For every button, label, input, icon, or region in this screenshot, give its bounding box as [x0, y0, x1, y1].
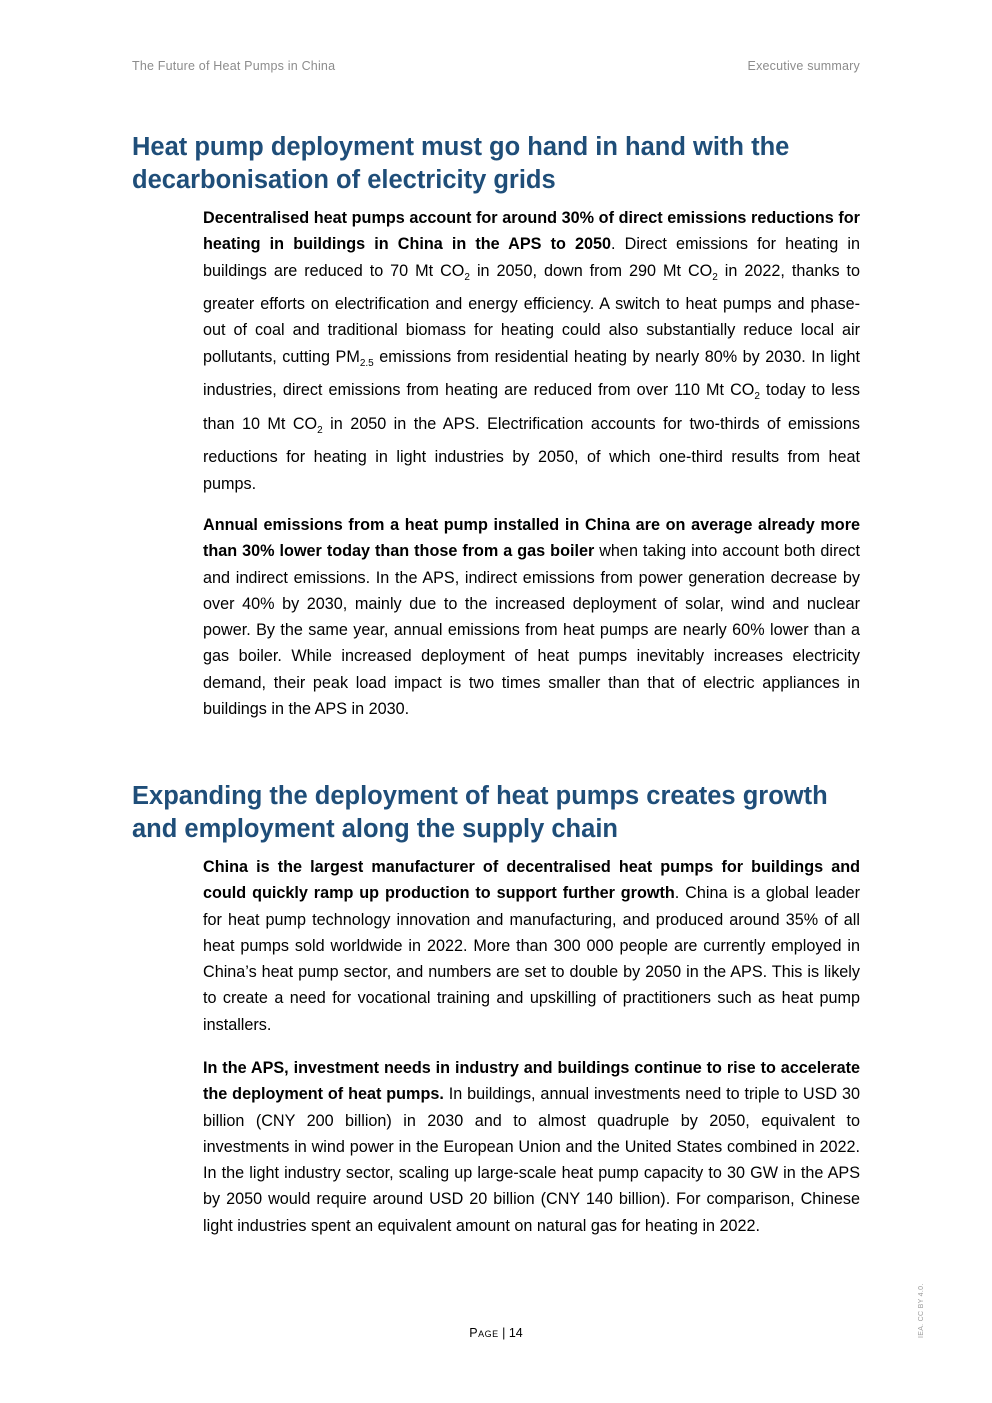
paragraph-lead: Decentralised heat pumps account for around 30% of direct emissions reductions for heating in buildings in China in the APS to 2050 [203, 209, 860, 254]
section-heading: Expanding the deployment of heat pumps creates growth and employment along the supply chain [132, 782, 828, 843]
subscript: 2 [754, 391, 760, 403]
subscript: 2 [464, 271, 470, 283]
paragraph-text: today to less than 10 Mt CO [203, 381, 861, 433]
subscript: 2 [317, 425, 323, 437]
page-separator: | [498, 1326, 509, 1340]
subscript: 2 [712, 271, 718, 283]
paragraph [203, 854, 860, 1038]
section-heading: Heat pump deployment must go hand in hand with the decarbonisation of electricity grids [132, 133, 790, 194]
paragraph [203, 1055, 860, 1239]
license-notice: IEA. CC BY 4.0. [918, 1283, 925, 1338]
running-header-title: The Future of Heat Pumps in China [132, 59, 336, 73]
paragraph-text: in 2050, down from 290 Mt CO [469, 261, 713, 280]
paragraph-lead: In the APS, investment needs in industry and buildings continue to rise to accelerate the deployment of heat pumps. [203, 1059, 860, 1104]
paragraph [203, 512, 860, 722]
paragraph-lead: Annual emissions from a heat pump installed in China are on average already more than 30% lower today than those from a gas boiler [203, 516, 860, 561]
page-footer [0, 1326, 992, 1340]
subscript: 2.5 [359, 357, 374, 369]
paragraph-text: In buildings, annual investments need to triple to USD 30 billion (CNY 200 billion) in 2030 and to almost quadruple by 2050, equivalent to investments in wind power in the European Union and the United States combined in 2022. In the light industry sector, scaling up large-scale heat pump capacity to 30 GW in the APS by 2050 would require around USD 20 billion (CNY 140 billion). For comparison, Chinese light industries spent an equivalent amount on natural gas for heating in 2022. [203, 1085, 860, 1235]
page-number: 14 [508, 1326, 523, 1340]
paragraph-text: emissions from residential heating by nearly 80% by 2030. In light industries, direct emissions from heating are reduced from over 110 Mt CO [203, 347, 861, 400]
paragraph-text: . China is a global leader for heat pump technology innovation and manufacturing, and produced around 35% of all heat pumps sold worldwide in 2022. More than 300 000 people are currently employed in China’s heat pump sector, and numbers are set to double by 2050 in the APS. This is likely to create a need for vocational training and upskilling of practitioners such as heat pump installers. [203, 884, 860, 1034]
paragraph [203, 205, 860, 497]
paragraph-text: when taking into account both direct and indirect emissions. In the APS, indirect emissions from power generation decrease by over 40% by 2030, mainly due to the increased deployment of solar, wind and nuclear power. By the same year, annual emissions from heat pumps are nearly 60% lower than a gas boiler. While increased deployment of heat pumps inevitably increases electricity demand, their peak load impact is two times smaller than that of electric appliances in buildings in the APS in 2030. [203, 542, 860, 719]
paragraph-text: . Direct emissions for heating in buildings are reduced to 70 Mt CO [203, 235, 860, 280]
page-label: Page [469, 1326, 499, 1340]
running-header-section: Executive summary [747, 59, 860, 73]
paragraph-text: in 2050 in the APS. Electrification accounts for two-thirds of emissions reductions for heating in light industries by 2050, of which one-third results from heat pumps. [203, 414, 860, 493]
paragraph-text: in 2022, thanks to greater efforts on electrification and energy efficiency. A switch to heat pumps and phase-out of coal and traditional biomass for heating could also substantially reduce local air pollutants, cutting PM [203, 261, 861, 366]
paragraph-lead: China is the largest manufacturer of decentralised heat pumps for buildings and could quickly ramp up production to support further growth [203, 858, 860, 903]
